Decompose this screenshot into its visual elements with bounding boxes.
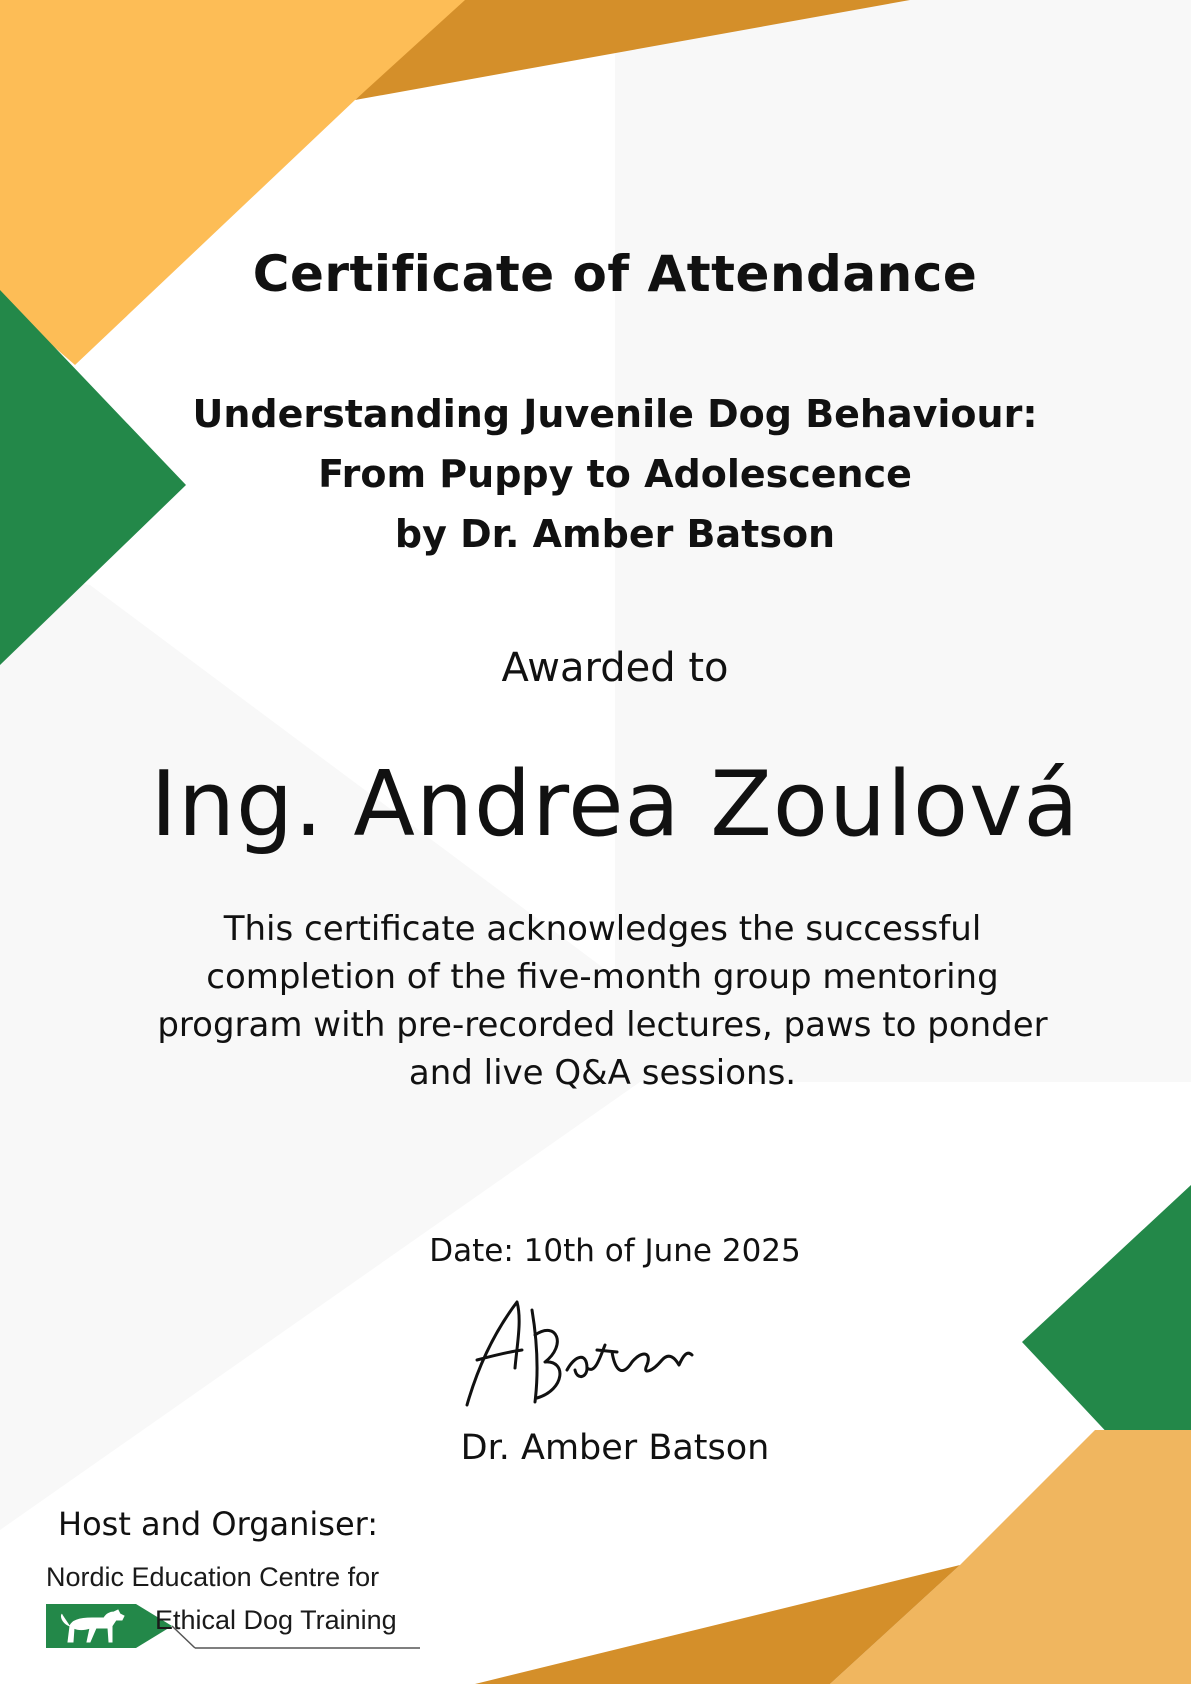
course-author-line: by Dr. Amber Batson: [394, 512, 836, 556]
organiser-name-line2: Ethical Dog Training: [155, 1605, 397, 1635]
certificate-title: Certificate of Attendance: [252, 245, 978, 303]
recipient-name: Ing. Andrea Zoulová: [150, 752, 1080, 857]
certificate-description: This certificate acknowledges the successful completion of the five-month group mentoring program with pre-recorded lectures, paws to ponder and live Q&A sessions.: [157, 909, 1048, 1093]
certificate-date: Date: 10th of June 2025: [429, 1233, 801, 1269]
organiser-name-line1: Nordic Education Centre for: [46, 1562, 380, 1592]
orange-light-bottom-shape: [830, 1430, 1191, 1684]
host-label: Host and Organiser:: [58, 1505, 379, 1543]
course-title-line: Understanding Juvenile Dog Behaviour:: [192, 392, 1038, 436]
course-title-line: From Puppy to Adolescence: [318, 452, 912, 496]
orange-light-top-shape: [0, 0, 465, 365]
organiser-logo: [40, 1560, 420, 1660]
signer-name: Dr. Amber Batson: [460, 1428, 770, 1468]
awarded-label: Awarded to: [501, 645, 729, 691]
signature-image: [447, 1290, 767, 1420]
course-title: [0, 384, 1191, 564]
